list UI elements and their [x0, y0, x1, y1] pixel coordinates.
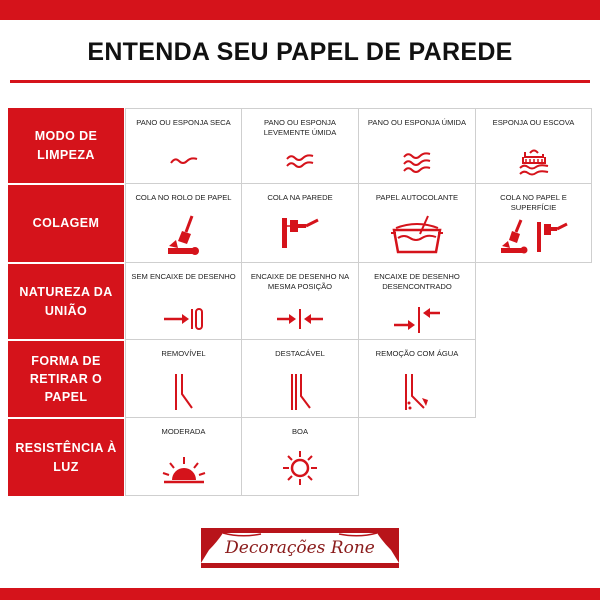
cell-good-light [241, 417, 359, 496]
paste-brush-roll-icon [164, 214, 204, 256]
cell-label: COLA NA PAREDE [267, 193, 333, 202]
cell-label: PANO OU ESPONJA LEVEMENTE ÚMIDA [263, 118, 337, 137]
straight-match-icon [275, 307, 325, 331]
paste-brush-wall-icon [280, 214, 320, 250]
cell-straight-match [241, 262, 359, 340]
double-wave-icon [285, 153, 315, 171]
row-header-removal: FORMA DE RETIRAR O PAPEL [8, 341, 124, 417]
legend-grid [8, 108, 592, 496]
paste-paper-and-wall-icon [499, 218, 569, 254]
cell-label: BOA [291, 427, 309, 436]
cell-label: PANO OU ESPONJA SECA [136, 118, 231, 127]
cell-paste-the-paper [125, 183, 242, 263]
cell-peelable [125, 339, 242, 418]
page-title: ENTENDA SEU PAPEL DE PAREDE [87, 38, 513, 66]
brush-waves-icon [516, 147, 552, 177]
cell-label: COLA NO ROLO DE PAPEL [135, 193, 232, 202]
cell-label: PAPEL AUTOCOLANTE [375, 193, 459, 202]
cell-slightly-damp-cloth [241, 108, 359, 184]
brand-name: Decorações Rone [225, 538, 375, 558]
cell-wet-removal [358, 339, 476, 418]
cell-free-match [125, 262, 242, 340]
full-sun-icon [282, 450, 318, 486]
cell-label: REMOVÍVEL [161, 349, 206, 358]
cell-label: SEM ENCAIXE DE DESENHO [131, 272, 236, 281]
half-sun-icon [162, 456, 206, 484]
cell-offset-match [358, 262, 476, 340]
cell-label: REMOÇÃO COM ÁGUA [375, 349, 459, 358]
strippable-icon [288, 372, 312, 412]
cell-prepasted [358, 183, 476, 263]
cell-label: ESPONJA OU ESCOVA [492, 118, 575, 127]
cell-dry-cloth [125, 108, 242, 184]
cell-paste-paper-and-wall [475, 183, 592, 263]
peelable-icon [172, 372, 196, 412]
cell-strippable [241, 339, 359, 418]
single-wave-icon [169, 155, 199, 167]
cell-label: ENCAIXE DE DESENHO NA MESMA POSIÇÃO [250, 272, 350, 291]
cell-label: PANO OU ESPONJA ÚMIDA [367, 118, 467, 127]
triple-wave-icon [402, 151, 432, 175]
row-header-light-fastness: RESISTÊNCIA À LUZ [8, 419, 124, 496]
cell-paste-the-wall [241, 183, 359, 263]
cell-label: ENCAIXE DE DESENHO DESENCONTRADO [374, 272, 460, 291]
title-underline [10, 80, 590, 83]
row-header-pasting: COLAGEM [8, 185, 124, 262]
brand-logo [201, 528, 399, 568]
offset-match-icon [392, 305, 442, 335]
wet-removal-icon [402, 372, 432, 414]
cell-sponge-or-brush [475, 108, 592, 184]
top-bar [0, 0, 600, 20]
cell-label: COLA NO PAPEL E SUPERFÍCIE [500, 193, 567, 212]
cell-label: DESTACÁVEL [275, 349, 325, 358]
free-match-icon [162, 307, 206, 331]
cell-label: MODERADA [161, 427, 206, 436]
row-header-cleaning: MODO DE LIMPEZA [8, 108, 124, 183]
water-bucket-icon [390, 214, 444, 256]
cell-moderate-light [125, 417, 242, 496]
cell-damp-cloth [358, 108, 476, 184]
bottom-bar [0, 588, 600, 600]
row-header-match: NATUREZA DA UNIÃO [8, 264, 124, 339]
